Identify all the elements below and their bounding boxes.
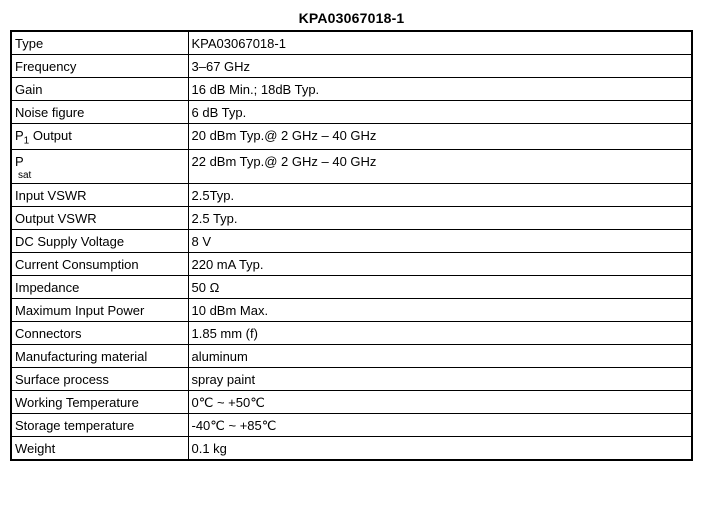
value-cell: 22 dBm Typ.@ 2 GHz – 40 GHz — [188, 150, 692, 184]
param-cell: Surface process — [11, 368, 188, 391]
value-cell: 16 dB Min.; 18dB Typ. — [188, 78, 692, 101]
table-row — [11, 150, 692, 184]
value-cell: 20 dBm Typ.@ 2 GHz – 40 GHz — [188, 124, 692, 150]
param-cell: Manufacturing material — [11, 345, 188, 368]
table-row — [11, 184, 692, 207]
param-cell: Input VSWR — [11, 184, 188, 207]
value-cell: 8 V — [188, 230, 692, 253]
param-cell: Current Consumption — [11, 253, 188, 276]
param-cell — [11, 124, 188, 150]
table-row — [11, 299, 692, 322]
value-cell: spray paint — [188, 368, 692, 391]
param-cell: Noise figure — [11, 101, 188, 124]
param-cell — [11, 150, 188, 184]
param-cell: Weight — [11, 437, 188, 461]
table-row — [11, 322, 692, 345]
table-row — [11, 276, 692, 299]
table-row — [11, 437, 692, 461]
table-row — [11, 345, 692, 368]
table-row — [11, 124, 692, 150]
table-row — [11, 55, 692, 78]
spec-table-body — [11, 31, 692, 460]
table-row — [11, 253, 692, 276]
table-row — [11, 391, 692, 414]
value-cell: 2.5 Typ. — [188, 207, 692, 230]
param-cell: Gain — [11, 78, 188, 101]
page-title: KPA03067018-1 — [298, 10, 405, 26]
param-text: P — [15, 154, 24, 169]
value-cell: aluminum — [188, 345, 692, 368]
value-cell: 3–67 GHz — [188, 55, 692, 78]
value-cell: 6 dB Typ. — [188, 101, 692, 124]
table-row — [11, 230, 692, 253]
value-cell: 220 mA Typ. — [188, 253, 692, 276]
value-cell: 50 Ω — [188, 276, 692, 299]
table-row — [11, 101, 692, 124]
value-cell: 2.5Typ. — [188, 184, 692, 207]
spec-table — [10, 30, 693, 461]
param-cell: Output VSWR — [11, 207, 188, 230]
value-cell: 1.85 mm (f) — [188, 322, 692, 345]
param-cell: Frequency — [11, 55, 188, 78]
param-cell: Maximum Input Power — [11, 299, 188, 322]
param-cell: Working Temperature — [11, 391, 188, 414]
param-cell: DC Supply Voltage — [11, 230, 188, 253]
value-cell: KPA03067018-1 — [188, 31, 692, 55]
table-row — [11, 31, 692, 55]
param-cell: Connectors — [11, 322, 188, 345]
param-text: Output — [29, 128, 72, 143]
param-cell: Storage temperature — [11, 414, 188, 437]
value-cell: 10 dBm Max. — [188, 299, 692, 322]
value-cell: 0℃ ~ +50℃ — [188, 391, 692, 414]
param-text: P — [15, 128, 24, 143]
value-cell: 0.1 kg — [188, 437, 692, 461]
table-row — [11, 414, 692, 437]
table-row — [11, 78, 692, 101]
param-subscript: 1 — [23, 135, 30, 147]
param-cell: Type — [11, 31, 188, 55]
param-subscript: sat — [18, 170, 32, 181]
value-cell: -40℃ ~ +85℃ — [188, 414, 692, 437]
param-cell: Impedance — [11, 276, 188, 299]
table-row — [11, 207, 692, 230]
table-row — [11, 368, 692, 391]
